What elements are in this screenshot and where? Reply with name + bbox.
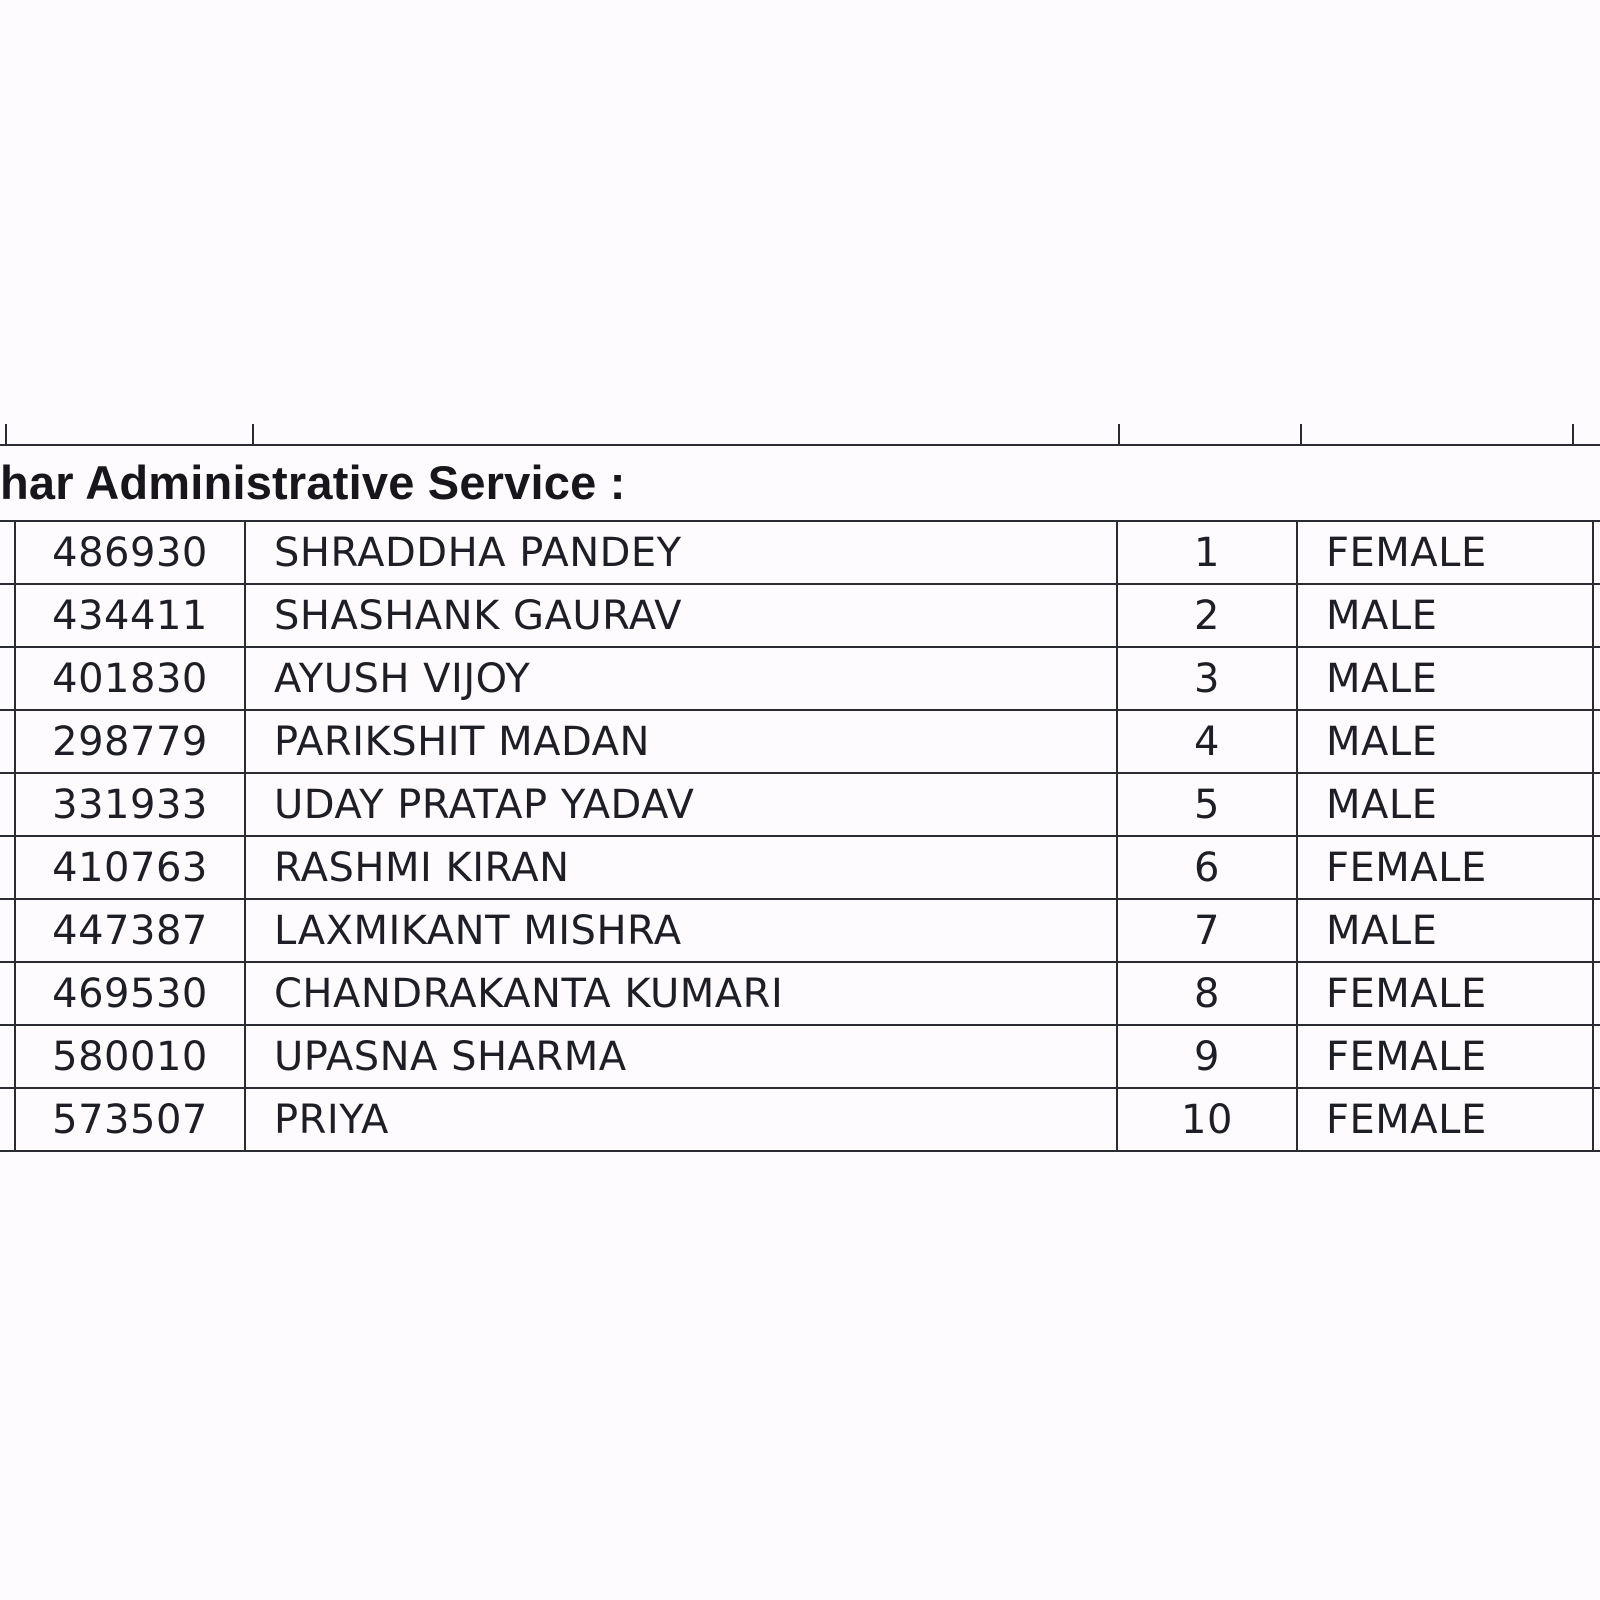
roll-number-cell: 469530 xyxy=(15,962,245,1025)
table-row xyxy=(0,521,1600,584)
candidate-name-cell: PRIYA xyxy=(245,1088,1117,1151)
rank-cell: 4 xyxy=(1117,710,1297,773)
edge-cell xyxy=(0,773,15,836)
edge-cell xyxy=(0,521,15,584)
table-row xyxy=(0,1025,1600,1088)
tail-cell xyxy=(1593,836,1600,899)
roll-number-cell: 580010 xyxy=(15,1025,245,1088)
table-row xyxy=(0,773,1600,836)
gender-cell: MALE xyxy=(1297,710,1593,773)
edge-cell xyxy=(0,962,15,1025)
rank-cell: 8 xyxy=(1117,962,1297,1025)
table-row xyxy=(0,899,1600,962)
candidate-name-cell: SHRADDHA PANDEY xyxy=(245,521,1117,584)
edge-cell xyxy=(0,899,15,962)
table-divider xyxy=(1118,424,1120,444)
candidate-name-cell: PARIKSHIT MADAN xyxy=(245,710,1117,773)
candidate-name-cell: UDAY PRATAP YADAV xyxy=(245,773,1117,836)
roll-number-cell: 447387 xyxy=(15,899,245,962)
edge-cell xyxy=(0,836,15,899)
candidate-name-cell: LAXMIKANT MISHRA xyxy=(245,899,1117,962)
table-row xyxy=(0,836,1600,899)
tail-cell xyxy=(1593,710,1600,773)
gender-cell: MALE xyxy=(1297,584,1593,647)
candidate-name-cell: SHASHANK GAURAV xyxy=(245,584,1117,647)
roll-number-cell: 573507 xyxy=(15,1088,245,1151)
rank-cell: 5 xyxy=(1117,773,1297,836)
rank-cell: 2 xyxy=(1117,584,1297,647)
table-divider xyxy=(1300,424,1302,444)
tail-cell xyxy=(1593,1025,1600,1088)
tail-cell xyxy=(1593,521,1600,584)
table-row xyxy=(0,647,1600,710)
table-divider xyxy=(1572,424,1574,444)
table-row xyxy=(0,1088,1600,1151)
tail-cell xyxy=(1593,773,1600,836)
tail-cell xyxy=(1593,584,1600,647)
section-title: har Administrative Service : xyxy=(0,456,626,509)
candidate-name-cell: RASHMI KIRAN xyxy=(245,836,1117,899)
tail-cell xyxy=(1593,962,1600,1025)
candidate-name-cell: UPASNA SHARMA xyxy=(245,1025,1117,1088)
rank-cell: 6 xyxy=(1117,836,1297,899)
tail-cell xyxy=(1593,647,1600,710)
tail-cell xyxy=(1593,899,1600,962)
results-table xyxy=(0,520,1600,1152)
table-divider xyxy=(5,424,7,444)
table-row xyxy=(0,584,1600,647)
roll-number-cell: 401830 xyxy=(15,647,245,710)
tail-cell xyxy=(1593,1088,1600,1151)
roll-number-cell: 298779 xyxy=(15,710,245,773)
roll-number-cell: 331933 xyxy=(15,773,245,836)
rank-cell: 1 xyxy=(1117,521,1297,584)
table-row xyxy=(0,710,1600,773)
gender-cell: MALE xyxy=(1297,647,1593,710)
rank-cell: 10 xyxy=(1117,1088,1297,1151)
edge-cell xyxy=(0,1088,15,1151)
candidate-name-cell: AYUSH VIJOY xyxy=(245,647,1117,710)
roll-number-cell: 410763 xyxy=(15,836,245,899)
previous-table-row-edge xyxy=(0,424,1600,446)
gender-cell: FEMALE xyxy=(1297,1025,1593,1088)
edge-cell xyxy=(0,710,15,773)
roll-number-cell: 434411 xyxy=(15,584,245,647)
edge-cell xyxy=(0,1025,15,1088)
table-row xyxy=(0,962,1600,1025)
roll-number-cell: 486930 xyxy=(15,521,245,584)
rank-cell: 9 xyxy=(1117,1025,1297,1088)
rank-cell: 7 xyxy=(1117,899,1297,962)
gender-cell: FEMALE xyxy=(1297,836,1593,899)
table-divider xyxy=(252,424,254,444)
results-table-body xyxy=(0,521,1600,1151)
gender-cell: MALE xyxy=(1297,773,1593,836)
gender-cell: FEMALE xyxy=(1297,521,1593,584)
edge-cell xyxy=(0,647,15,710)
edge-cell xyxy=(0,584,15,647)
gender-cell: MALE xyxy=(1297,899,1593,962)
rank-cell: 3 xyxy=(1117,647,1297,710)
gender-cell: FEMALE xyxy=(1297,1088,1593,1151)
candidate-name-cell: CHANDRAKANTA KUMARI xyxy=(245,962,1117,1025)
gender-cell: FEMALE xyxy=(1297,962,1593,1025)
